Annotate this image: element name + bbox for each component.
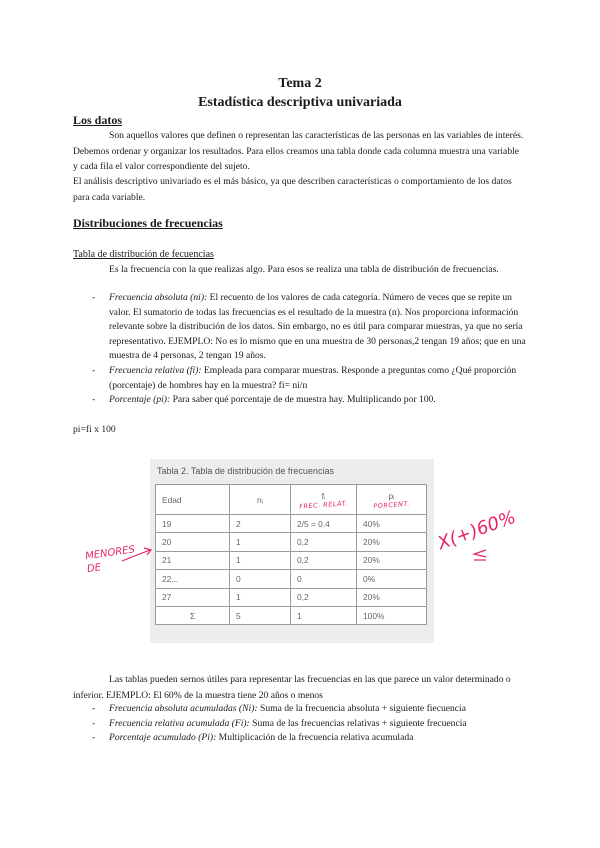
definition: Empleada para comparar muestras. Responde a preguntas como ¿Qué proporción (porcentaje) de hombres hay en la muestra? fi= ni/n	[109, 364, 517, 391]
table-cell: 1	[230, 588, 291, 606]
table-cell: 19	[156, 515, 230, 533]
paragraph-datos-1: Son aquellos valores que definen o representan las características de las personas en las variables de interés. Debemos ordenar y organizar los resultados. Para ellos creamos una tabla donde cada columna muestra una variable y cada fila el valor correspondiente del sujeto.	[73, 130, 524, 172]
table-header: Edad	[156, 485, 230, 515]
subheading-tabla: Tabla de distribución de fecuencias	[73, 249, 214, 260]
definition: Suma de la frecuencia absoluta + siguiente fiecuencia	[257, 703, 466, 714]
annotation-arrow-icon	[120, 545, 156, 565]
table-row	[156, 551, 427, 569]
table-row	[156, 515, 427, 533]
table-header: pᵢ	[388, 490, 395, 501]
handwritten-note: PORCENT.	[373, 499, 410, 510]
term: Porcentaje acumulado (Pi):	[109, 732, 217, 744]
table-cell: 2/5 = 0.4	[291, 515, 357, 533]
list-item	[92, 702, 528, 717]
formula-porcentaje: pi=fi x 100	[73, 424, 116, 435]
table-cell: 1	[230, 533, 291, 551]
table-cell: 0,2	[291, 551, 357, 569]
section-heading-datos: Los datos	[73, 113, 123, 127]
section-heading-distribuciones: Distribuciones de frecuencias	[73, 216, 223, 230]
table-header-row	[156, 485, 427, 515]
paragraph-acumuladas: Las tablas pueden sernos útiles para representar las frecuencias en las que parece un valor determinado o inferior. EJEMPLO: El 60% de la muestra tiene 20 años o menos	[73, 674, 511, 701]
definition-list	[92, 291, 528, 408]
list-item	[92, 393, 528, 408]
term: Frecuencia absoluta acumuladas (Ni):	[109, 703, 258, 714]
table-cell: 22...	[156, 570, 230, 588]
table-cell: Σ	[156, 606, 230, 624]
document-subtitle: Estadística descriptiva univariada	[198, 95, 402, 110]
list-item	[92, 364, 528, 393]
table-cell: 20%	[357, 533, 427, 551]
paragraph-intro-frecuencia: Es la frecuencia con la que realizas algo. Para esos se realiza una tabla de distribución de frecuencias.	[109, 264, 499, 275]
table-cell: 20	[156, 533, 230, 551]
table-cell: 0	[291, 570, 357, 588]
table-cell: 100%	[357, 606, 427, 624]
table-header-pi	[357, 485, 427, 515]
table-cell: 0	[230, 570, 291, 588]
table-caption: Tabla 2. Tabla de distribución de frecuencias	[157, 466, 334, 476]
table-row	[156, 588, 427, 606]
handwritten-note: FREC. RELAT.	[299, 498, 348, 511]
term: Porcentaje (pi):	[109, 394, 171, 406]
definition: Suma de las frecuencias relativas + siguiente frecuencia	[249, 717, 467, 729]
paragraph-datos-2: El análisis descriptivo univariado es el más básico, ya que describen características o comportamiento de los datos para cada variable.	[73, 176, 512, 203]
table-row	[156, 606, 427, 624]
cumulative-list	[92, 702, 528, 746]
handwritten-annotation-porcentaje: X(+)60%	[434, 506, 519, 555]
table-row	[156, 533, 427, 551]
table-cell: 0%	[357, 570, 427, 588]
table-header: nᵢ	[230, 485, 291, 515]
table-cell: 0,2	[291, 588, 357, 606]
table-header: fᵢ	[321, 490, 326, 501]
table-cell: 0,2	[291, 533, 357, 551]
definition: El recuento de los valores de cada categoría. Número de veces que se repite un valor. El sumatorio de todas las frecuencias es el resultado de la muestra (n). Nos proporciona información relevante sobre la distribución de los datos. Sin embargo, no es útil para comparar muestras, ya que no sería representativo. EJEMPLO: No es lo mismo que en una muestra de 30 personas,2 tengan 19 años; que en una muestra de 4 personas, 2 tengan 19 años.	[109, 292, 526, 362]
term: Frecuencia relativa acumulada (Fi):	[109, 717, 250, 729]
table-cell: 1	[291, 606, 357, 624]
table-cell: 2	[230, 515, 291, 533]
table-cell: 21	[156, 551, 230, 569]
table-header-fi	[291, 485, 357, 515]
table-cell: 5	[230, 606, 291, 624]
definition: Multiplicación de la frecuencia relativa acumulada	[216, 732, 414, 744]
table-cell: 20%	[357, 588, 427, 606]
table-cell: 1	[230, 551, 291, 569]
term: Frecuencia absoluta (ni):	[109, 292, 208, 303]
definition: Para saber qué porcentaje de de muestra hay. Multiplicando por 100.	[170, 394, 436, 406]
term: Frecuencia relativa (fi):	[109, 364, 202, 376]
list-item	[92, 717, 528, 732]
less-equal-icon	[470, 548, 490, 562]
table-cell: 20%	[357, 551, 427, 569]
handwritten-annotation-menores: MENORES DE	[84, 544, 136, 576]
frequency-table	[155, 484, 427, 625]
list-item	[92, 731, 528, 746]
list-item	[92, 291, 528, 364]
table-cell: 40%	[357, 515, 427, 533]
table-row	[156, 570, 427, 588]
document-title: Tema 2	[278, 76, 322, 91]
table-cell: 27	[156, 588, 230, 606]
